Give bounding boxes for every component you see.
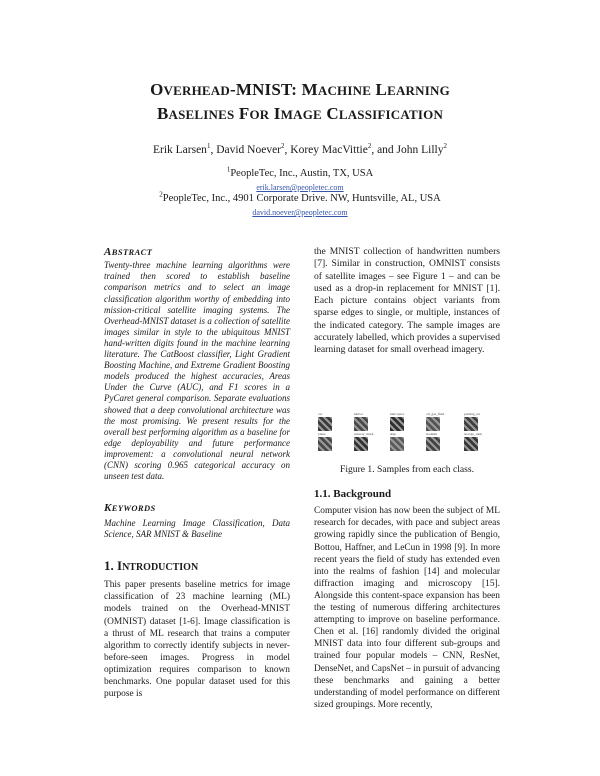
figure-1-caption: Figure 1. Samples from each class. (339, 464, 474, 475)
sample-label: helicopter (390, 412, 404, 416)
sample-image (318, 417, 332, 431)
abstract-text: Twenty-three machine learning algorithms were trained then scored to establish baseline comparison metrics and to select an image classification algorithm worthy of embedding into mission-critical satellite imaging systems. The Overhead-MNIST dataset is a collection of satellite images similar in style to the ubiquitous MNIST hand-written digits found in the machine learning literature. The CatBoost classifier, Light Gradient Boosting Machine, and Extreme Gradient Boosting models produced the highest accuracies, Areas Under the Curve (AUC), and F1 scores in a PyCaret general comparison. Separate evaluations showed that a deep convolutional architecture was the most promising. We present results for the overall best performing algorithm as a baseline for edge deployability and future performance improvement: a convolutional neural network (CNN) scoring 0.965 categorical accuracy on unseen test data. (104, 260, 290, 482)
sample-label: harbor (354, 412, 364, 416)
figure-1-samples (314, 412, 500, 452)
sample-label: car (318, 412, 323, 416)
sample-label: stadium (426, 432, 438, 436)
background-section (314, 488, 500, 711)
right-column-intro-continued (314, 246, 500, 357)
sample-label: runway_mark (354, 432, 374, 436)
affiliation-1: $^1$PeopleTec, Inc., Austin, TX, USA (226, 165, 374, 179)
sample-image (426, 437, 440, 451)
sample-label: storage_tank (464, 432, 482, 436)
title-line-1: OVERHEAD-MNIST: MACHINE LEARNING (150, 80, 450, 99)
background-text: Computer vision has now been the subject of ML research for decades, with pace and subject areas growing rapidly since the publication of Bengio, Bottou, Haffner, and LeCun in 1998 [9]. In more recent years the field of study has extended even into the realms of fashion [14] and molecular diffraction imaging and microscopy [15]. Alongside this content-space expansion has been the testing of numerous differing architectures attempting to improve on baseline performance. Chen et al. [16] randomly divided the original MNIST data into four different sub-groups and trained four popular models – CNN, ResNet, DenseNet, and CapsNet – in pursuit of advancing these benchmarks and gaining a better understanding of model performance on different sized groupings. More recently, (314, 506, 500, 710)
sample-image (464, 437, 478, 451)
keywords-text: Machine Learning Image Classification, Data Science, SAR MNIST & Baseline (104, 518, 290, 540)
paper-title (0, 78, 600, 126)
keywords-heading: KEYWORDS (104, 502, 156, 514)
sample-image (464, 417, 478, 431)
affiliation-2: $^2$PeopleTec, Inc., 4901 Corporate Drive. NW, Huntsville, AL, USA (159, 190, 441, 204)
sample-label: parking_lot (464, 412, 481, 416)
intro-continued-text: the MNIST collection of handwritten numbers [7]. Similar in construction, OMNIST consists of satellite images – see Figure 1 – and can be used as a drop-in replacement for MNIST [1]. Each picture contains object variants from sparse edges to single, or multiple, instances of the indicated category. The sample images are accurately labelled, which provides a supervised learning dataset for small overhead imagery. (314, 246, 500, 356)
email-link-2[interactable]: david.noever@peopletec.com (252, 208, 348, 217)
sample-label: plane (318, 432, 326, 436)
abstract-section (104, 246, 290, 482)
sample-image (354, 417, 368, 431)
abstract-heading: ABSTRACT (104, 246, 153, 258)
title-line-2: BASELINES FOR IMAGE CLASSIFICATION (156, 104, 444, 123)
author-list: Erik Larsen$^1$, David Noever$^2$, Korey MacVittie$^2$, and John Lilly$^2$ (152, 142, 448, 156)
introduction-text: This paper presents baseline metrics for image classification of 23 machine learning (ML) models trained on the Overhead-MNIST (OMNIST) dataset [1-6]. Image classification is a thrust of ML research that trains a computer algorithm to correctly identify subjects in never-before-seen images. Progress in model optimization requires comparison to known benchmarks. One popular dataset used for this purpose is (104, 580, 290, 700)
sample-label: ship (390, 432, 396, 436)
sample-image (390, 417, 404, 431)
introduction-section (104, 560, 290, 700)
sample-image (354, 437, 368, 451)
sample-image (426, 417, 440, 431)
sample-image (390, 437, 404, 451)
background-heading: 1.1. Background (314, 488, 392, 500)
sample-image (318, 437, 332, 451)
keywords-section (104, 502, 290, 540)
introduction-heading: 1. INTRODUCTION (104, 558, 199, 573)
email-link-1[interactable]: erik.larsen@peopletec.com (256, 183, 344, 192)
sample-label: oil_gas_field (426, 412, 445, 416)
